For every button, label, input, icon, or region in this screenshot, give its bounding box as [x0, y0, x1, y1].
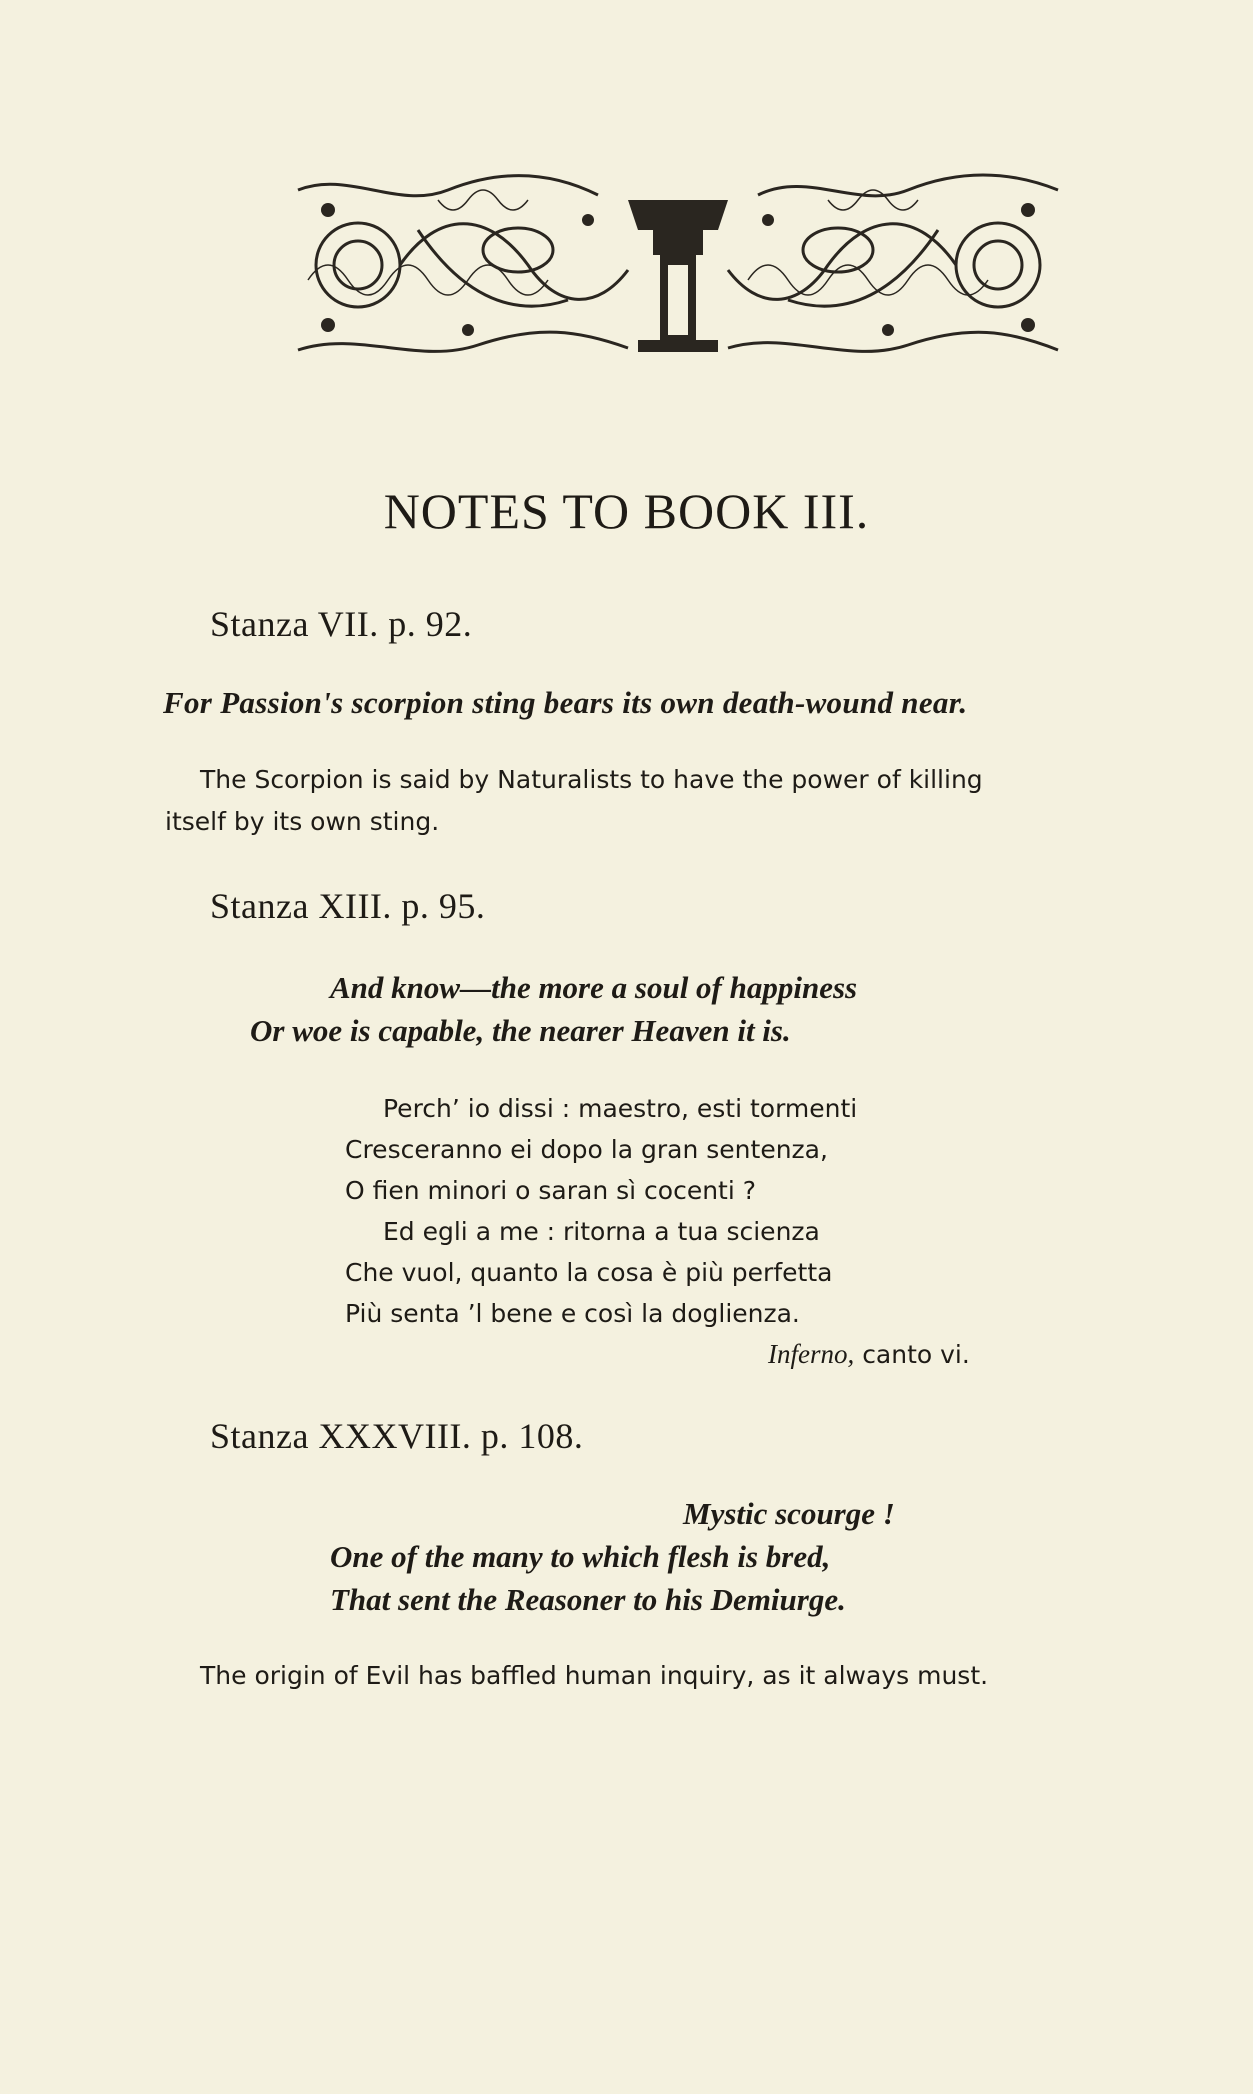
- verse-line: Che vuol, quanto la cosa è più perfetta: [345, 1258, 833, 1287]
- quoted-line: And know—the more a soul of happiness: [330, 970, 858, 1005]
- verse-line: Più senta ’l bene e così la doglienza.: [345, 1299, 800, 1328]
- quoted-line: One of the many to which flesh is bred,: [330, 1539, 831, 1574]
- citation-verse: [345, 1088, 857, 1334]
- verse-line: Ed egli a me : ritorna a tua scienza: [383, 1217, 820, 1246]
- citation-work: Inferno,: [768, 1339, 855, 1369]
- verse-line: Cresceranno ei dopo la gran sentenza,: [345, 1135, 828, 1164]
- note-comment-line: The Scorpion is said by Naturalists to have the power of killing: [200, 765, 983, 794]
- quoted-line: Mystic scourge !: [683, 1496, 895, 1531]
- citation-location: canto vi.: [862, 1340, 970, 1369]
- stanza-heading: Stanza XXXVIII. p. 108.: [210, 1416, 584, 1456]
- verse-line: Perch’ io dissi : maestro, esti tormenti: [383, 1094, 858, 1123]
- ornamental-headpiece: [288, 170, 1068, 365]
- quoted-line: Or woe is capable, the nearer Heaven it is.: [250, 1013, 791, 1048]
- headpiece-engraving: [288, 170, 1068, 365]
- note-comment-line: itself by its own sting.: [165, 807, 440, 836]
- page-title: NOTES TO BOOK III.: [383, 483, 870, 539]
- quoted-line: That sent the Reasoner to his Demiurge.: [330, 1582, 846, 1617]
- note-comment-line: The origin of Evil has baffled human inquiry, as it always must.: [200, 1661, 989, 1690]
- stanza-heading: Stanza VII. p. 92.: [210, 604, 473, 644]
- quoted-line: For Passion's scorpion sting bears its own death-wound near.: [163, 685, 968, 720]
- citation-source: [768, 1339, 970, 1370]
- stanza-heading: Stanza XIII. p. 95.: [210, 886, 486, 926]
- verse-line: O fien minori o saran sì cocenti ?: [345, 1176, 757, 1205]
